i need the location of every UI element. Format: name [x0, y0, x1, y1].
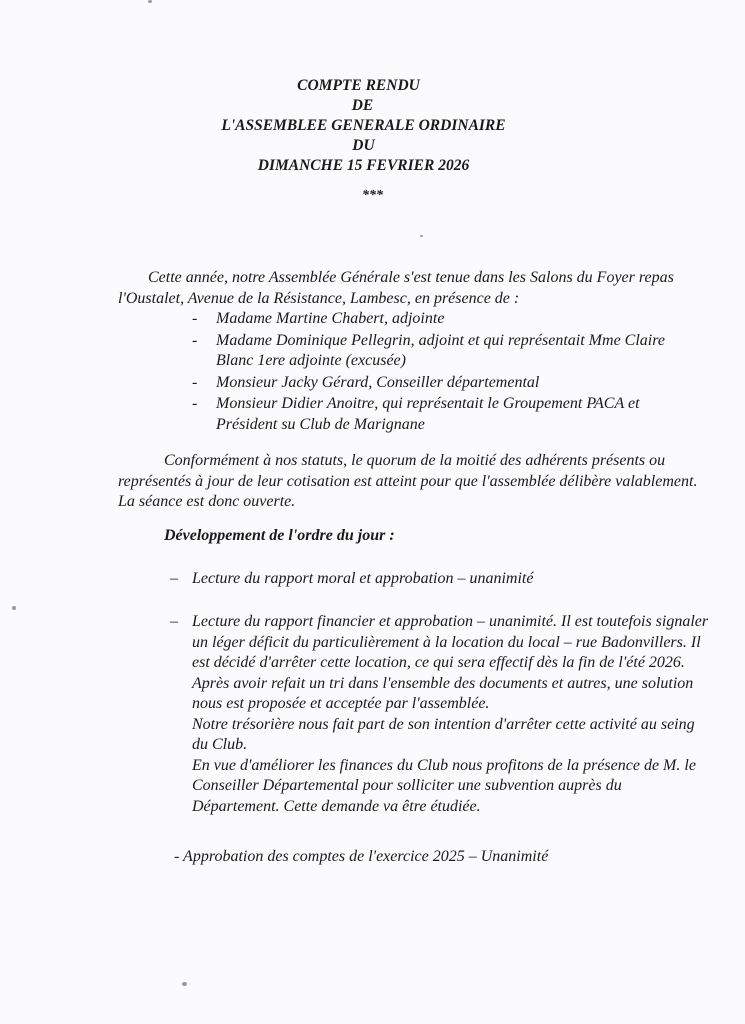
approval-line: - Approbation des comptes de l'exercice 2025 – Unanimité [174, 848, 549, 865]
dash-bullet: - [192, 310, 198, 327]
attendee-text: Madame Dominique Pellegrin, adjoint et qui représentait Mme Claire Blanc 1ere adjointe (excusée) [216, 331, 665, 369]
intro-paragraph [118, 268, 698, 309]
attendee-list [192, 309, 692, 436]
intro-text: Cette année, notre Assemblée Générale s'est tenue dans les Salons du Foyer repas l'Oustalet, Avenue de la Résistance, Lambesc, en présence de : [118, 269, 674, 307]
title-line: DU [352, 137, 375, 154]
title-line: DIMANCHE 15 FEVRIER 2026 [257, 157, 470, 174]
dash-bullet: - [192, 395, 198, 412]
list-item [192, 331, 692, 372]
separator-stars: *** [362, 188, 383, 203]
title-line: DE [351, 97, 374, 114]
scan-speck [148, 0, 152, 3]
agenda-item-text: Lecture du rapport moral et approbation – unanimité [192, 570, 534, 587]
agenda-heading: Développement de l'ordre du jour : [164, 527, 395, 544]
list-item [192, 373, 692, 394]
list-item [192, 394, 692, 435]
dash-bullet: – [170, 613, 178, 630]
quorum-paragraph [118, 451, 698, 513]
dash-bullet: – [170, 570, 178, 587]
document-title [0, 76, 745, 176]
scan-speck [420, 235, 423, 237]
dash-bullet: - [192, 331, 198, 349]
quorum-text: Conformément à nos statuts, le quorum de la moitié des adhérents présents ou représentés à jour de leur cotisation est atteint pour que l'assemblée délibère valablement. La séance est donc ouverte. [118, 452, 698, 510]
list-item [192, 309, 692, 330]
dash-bullet: - [192, 373, 198, 391]
title-line: COMPTE RENDU [297, 77, 420, 94]
title-line: L'ASSEMBLEE GENERALE ORDINAIRE [221, 117, 506, 134]
scan-speck [12, 606, 16, 610]
scan-speck [182, 982, 187, 986]
attendee-text: Monsieur Didier Anoitre, qui représentait le Groupement PACA et Président su Club de Marignane [216, 395, 640, 433]
attendee-text: Madame Martine Chabert, adjointe [216, 310, 445, 327]
attendee-text: Monsieur Jacky Gérard, Conseiller départemental [216, 373, 540, 391]
agenda-item-text: Lecture du rapport financier et approbation – unanimité. Il est toutefois signaler un léger déficit du particulièrement à la location du local – rue Badonvillers. Il est décidé d'arrêter cette location, ce qui sera effectif dès la fin de l'été 2026. Après avoir refait un tri dans l'ensemble des documents et autres, une solution nous est proposée et acceptée par l'assemblée. Notre trésorière nous fait part de son intention d'arrêter cette activité au seing du Club. En vue d'améliorer les finances du Club nous profitons de la présence de M. le Conseiller Départemental pour solliciter une subvention auprès du Département. Cette demande va être étudiée. [192, 613, 709, 815]
